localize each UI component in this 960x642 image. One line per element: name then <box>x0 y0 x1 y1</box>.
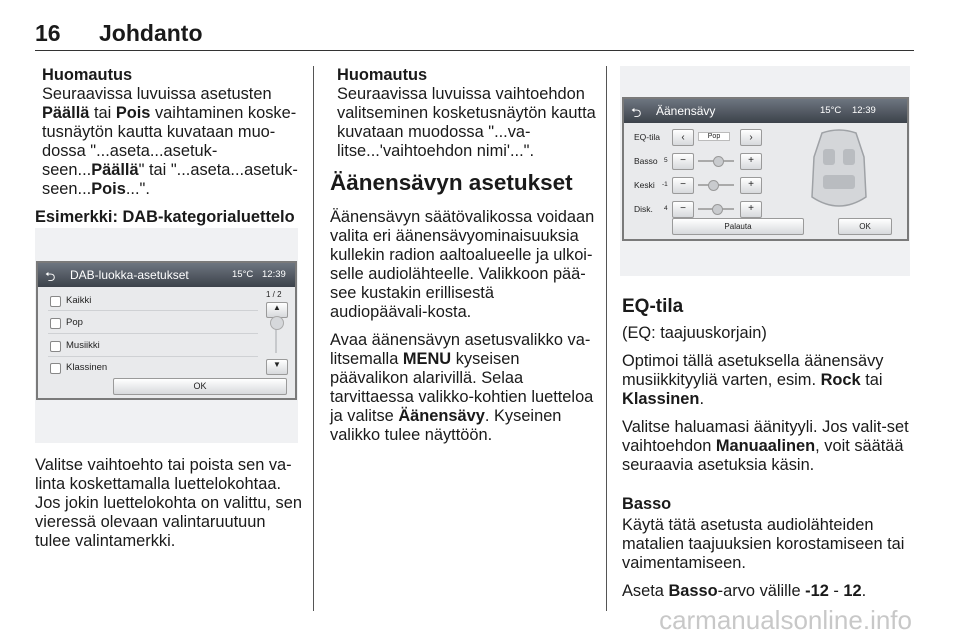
text: -arvo välille <box>717 582 806 600</box>
page-header <box>35 20 203 47</box>
text: , voit säätää seuraavia asetuksia käsin. <box>622 437 904 474</box>
item-label: Kaikki <box>66 295 92 306</box>
text: . <box>699 390 704 408</box>
paragraph: Käytä tätä asetusta audiolähteiden matalien taajuuksien korostamiseen tai vaimentamiseen. <box>622 516 905 572</box>
mid-slider-thumb[interactable] <box>708 180 719 191</box>
chapter-title: Johdanto <box>99 20 203 46</box>
page-indicator: 1 / 2 <box>266 290 282 299</box>
divider <box>48 333 258 334</box>
term-on: Päällä <box>42 104 90 122</box>
bass-increase-button[interactable]: + <box>740 153 762 170</box>
note-title: Huomautus <box>337 66 428 84</box>
tone-screen <box>622 97 909 241</box>
dab-screenshot <box>35 228 298 443</box>
item-label: Musiikki <box>66 340 100 351</box>
header-rule <box>35 50 914 51</box>
column-divider-2 <box>606 66 607 611</box>
treble-label: Disk. <box>634 204 653 214</box>
text: . <box>861 582 867 600</box>
mid-increase-button[interactable]: + <box>740 177 762 194</box>
term-off: Pois <box>91 180 126 198</box>
item-label: Klassinen <box>66 362 108 373</box>
checkbox-icon[interactable] <box>50 341 61 352</box>
status-bar <box>38 263 295 287</box>
eq-mode-label: EQ-tila <box>634 132 660 142</box>
note-box <box>337 66 596 161</box>
treble-decrease-button[interactable]: − <box>672 201 694 218</box>
eq-prev-button[interactable]: ‹ <box>672 129 694 146</box>
note-line <box>42 180 305 199</box>
text: tai <box>860 371 883 389</box>
divider <box>48 310 258 311</box>
text: - <box>828 582 844 600</box>
paragraph: (EQ: taajuuskorjain) <box>622 324 767 342</box>
term-on: Päällä <box>91 161 139 179</box>
subheading: Basso <box>622 495 672 513</box>
scrollbar-thumb[interactable] <box>270 316 284 330</box>
range-min: -12 <box>805 582 829 600</box>
bass-value: 5 <box>664 157 668 164</box>
term-tone: Äänensävy <box>398 407 485 425</box>
term-manual: Manuaalinen <box>715 437 816 455</box>
column-3 <box>622 297 914 610</box>
eq-mode-value: Pop <box>698 132 730 141</box>
text: Avaa äänensävyn asetusvalikko va-litsemalla <box>330 331 591 368</box>
section-heading: Äänensävyn asetukset <box>330 170 573 195</box>
clock: 12:39 <box>852 105 876 116</box>
paragraph <box>330 331 596 445</box>
clock: 12:39 <box>262 269 286 280</box>
term-rock: Rock <box>820 371 861 389</box>
paragraph <box>622 352 914 409</box>
dab-screen <box>36 261 297 400</box>
bass-decrease-button[interactable]: − <box>672 153 694 170</box>
range-max: 12 <box>843 582 862 600</box>
scroll-down-button[interactable]: ▼ <box>266 359 288 375</box>
column-1 <box>35 66 305 236</box>
ok-button[interactable]: OK <box>113 378 287 395</box>
text: Valitse haluamasi äänityyli. Jos valit-set vaihtoehdon <box>622 418 909 455</box>
column-divider-1 <box>313 66 314 611</box>
car-balance-icon <box>794 127 884 217</box>
bass-slider-thumb[interactable] <box>713 156 724 167</box>
watermark: carmanualsonline.info <box>659 605 912 635</box>
temperature: 15°C <box>820 105 842 116</box>
bass-label: Basso <box>634 156 658 166</box>
text: seen... <box>42 161 92 179</box>
note-box <box>42 66 305 199</box>
note-line: Seuraavissa luvuissa asetusten <box>42 85 272 103</box>
text: . Kyseinen valikko tulee näyttöön. <box>330 407 562 444</box>
note-body: Seuraavissa luvuissa vaihtoehdon valitseminen kosketusnäytön kautta kuvataan muodossa "...va-litse...'vaihtoehdon nimi'...". <box>337 85 596 160</box>
ok-button[interactable]: OK <box>838 218 892 235</box>
note-line <box>42 161 305 180</box>
term-bass: Basso <box>668 582 718 600</box>
checkbox-icon[interactable] <box>50 363 61 374</box>
paragraph <box>622 582 914 601</box>
example-heading: Esimerkki: DAB-kategorialuettelo <box>35 208 295 226</box>
text: vaihtaminen koske- <box>150 104 297 122</box>
status-bar <box>624 99 907 123</box>
page-number: 16 <box>35 20 61 46</box>
column-2 <box>330 66 596 454</box>
note-line: tusnäytön kautta kuvataan muo- <box>42 123 276 141</box>
section-heading: EQ-tila <box>622 296 684 317</box>
paragraph: Äänensävyn säätövalikossa voidaan valita eri äänensävyominaisuuksia kullekin radion aaltoalueelle ja ulkoi-selle audiolähteelle. Valikkoon pää-see kustakin erillisestä audiopäävali-kosta. <box>330 208 595 321</box>
text: " tai "...aseta...asetuk- <box>138 161 298 179</box>
scroll-up-button[interactable]: ▲ <box>266 302 288 318</box>
checkbox-icon[interactable] <box>50 296 61 307</box>
note-line <box>42 104 305 123</box>
treble-increase-button[interactable]: + <box>740 201 762 218</box>
text: Aseta <box>622 582 669 600</box>
back-icon[interactable]: ⮌ <box>45 269 56 284</box>
paragraph: Valitse vaihtoehto tai poista sen va-linta koskettamalla luettelokohtaa. Jos jokin luettelokohta on valittu, sen vieressä olevaan valintaruutuun tulee valintamerkki. <box>35 456 302 550</box>
checkbox-icon[interactable] <box>50 318 61 329</box>
text: Optimoi tällä asetuksella äänensävy musiikkityyliä varten, esim. <box>622 352 884 389</box>
screen-title: DAB-luokka-asetukset <box>70 268 189 282</box>
text: kyseisen päävalikon alarivillä. Selaa tarvittaessa valikko-kohtien luetteloa ja valitse <box>330 350 594 425</box>
term-menu: MENU <box>402 350 452 368</box>
screen-title: Äänensävy <box>656 104 716 118</box>
text: seen... <box>42 180 92 198</box>
treble-slider-thumb[interactable] <box>712 204 723 215</box>
mid-label: Keski <box>634 180 655 190</box>
note-line: dossa "...aseta...asetuk- <box>42 142 218 160</box>
mid-decrease-button[interactable]: − <box>672 177 694 194</box>
item-label: Pop <box>66 317 83 328</box>
note-title: Huomautus <box>42 66 133 84</box>
reset-button[interactable]: Palauta <box>672 218 804 235</box>
term-off: Pois <box>115 104 151 122</box>
tone-screenshot <box>620 66 910 276</box>
text: tai <box>89 104 116 122</box>
treble-value: 4 <box>664 205 668 212</box>
text: ...". <box>125 180 150 198</box>
paragraph <box>622 418 914 475</box>
temperature: 15°C <box>232 269 254 280</box>
back-icon[interactable]: ⮌ <box>631 105 642 120</box>
mid-value: -1 <box>662 181 668 188</box>
term-classical: Klassinen <box>622 390 700 408</box>
eq-next-button[interactable]: › <box>740 129 762 146</box>
divider <box>48 356 258 357</box>
column-1-body <box>35 456 305 560</box>
